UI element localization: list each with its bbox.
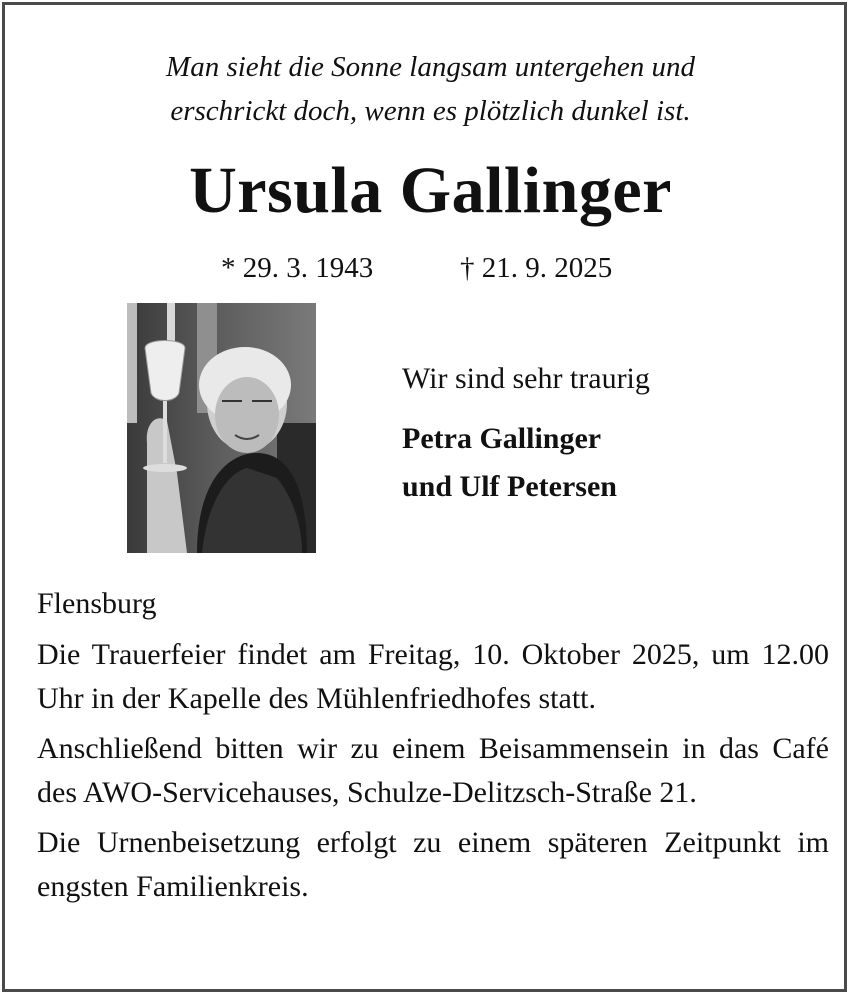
birth-date: * 29. 3. 1943 bbox=[221, 252, 374, 284]
motto-line-1: Man sieht die Sonne langsam untergehen und bbox=[166, 51, 695, 83]
portrait-photo bbox=[127, 303, 316, 553]
death-date: † 21. 9. 2025 bbox=[460, 252, 613, 284]
mourner-name-1: Petra Gallinger bbox=[402, 422, 602, 455]
funeral-paragraph: Die Trauerfeier findet am Freitag, 10. Oktober 2025, um 12.00 Uhr in der Kapelle des Mühlenfriedhofes statt. bbox=[37, 638, 829, 715]
motto-quote bbox=[5, 45, 855, 133]
deceased-name: Ursula Gallinger bbox=[189, 154, 672, 227]
mourners-intro: Wir sind sehr traurig bbox=[402, 362, 650, 395]
mourner-name-2: und Ulf Petersen bbox=[402, 470, 617, 503]
motto-line-2: erschrickt doch, wenn es plötzlich dunkel ist. bbox=[170, 95, 691, 127]
gathering-paragraph: Anschließend bitten wir zu einem Beisammensein in das Café des AWO-Servicehauses, Schulze-Delitzsch-Straße 21. bbox=[37, 732, 829, 809]
obituary-notice bbox=[2, 2, 847, 992]
place-name: Flensburg bbox=[37, 587, 157, 620]
mourners-names bbox=[402, 415, 617, 511]
notice-body bbox=[37, 633, 829, 915]
burial-paragraph: Die Urnenbeisetzung erfolgt zu einem späteren Zeitpunkt im engsten Familienkreis. bbox=[37, 826, 829, 903]
